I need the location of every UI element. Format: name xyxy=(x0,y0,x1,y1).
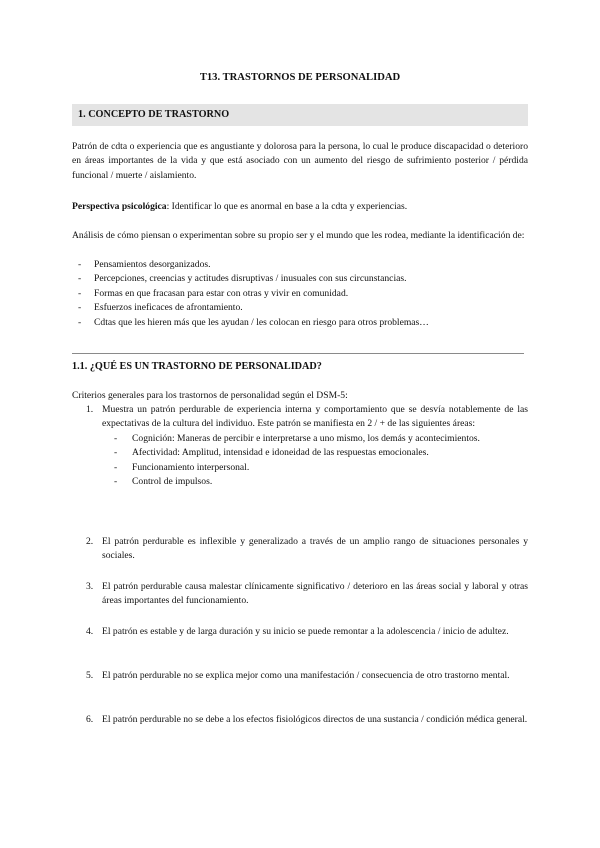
list-item: - Cognición: Maneras de percibir e interpretarse a uno mismo, los demás y acontecimientos. xyxy=(102,432,528,446)
perspective-paragraph xyxy=(72,200,528,214)
perspective-text: : Identificar lo que es anormal en base a la cdta y experiencias. xyxy=(166,201,408,212)
list-item: - Percepciones, creencias y actitudes disruptivas / inusuales con sus circunstancias. xyxy=(72,272,528,286)
criterion-item-1 xyxy=(72,403,528,489)
criterion-text: El patrón perdurable no se explica mejor como una manifestación / consecuencia de otro trastorno mental. xyxy=(102,670,510,681)
section-divider xyxy=(72,353,524,354)
criterion-text: El patrón perdurable no se debe a los efectos fisiológicos directos de una sustancia / condición médica general. xyxy=(102,714,528,725)
criterion-item-3 xyxy=(72,580,528,609)
analysis-list xyxy=(72,258,528,330)
criterion-sub-list xyxy=(102,432,528,490)
criterion-text: Muestra un patrón perdurable de experiencia interna y comportamiento que se desvía notablemente de las expectativas de la cultura del individuo. Este patrón se manifiesta en 2 / + de las siguientes áreas: xyxy=(102,404,528,430)
criterion-text: El patrón perdurable causa malestar clínicamente significativo / deterioro en las áreas social y laboral y otras áreas importantes del funcionamiento. xyxy=(102,581,528,607)
list-item: - Esfuerzos ineficaces de afrontamiento. xyxy=(72,301,528,315)
criteria-intro: Criterios generales para los trastornos de personalidad según el DSM-5: xyxy=(72,390,348,401)
list-item: - Control de impulsos. xyxy=(102,475,528,489)
criterion-number: 2. xyxy=(86,536,94,547)
section-heading-bar xyxy=(72,104,528,126)
criterion-number: 5. xyxy=(86,670,94,681)
subsection-heading: 1.1. ¿QUÉ ES UN TRASTORNO DE PERSONALIDAD? xyxy=(72,361,322,372)
list-item: - Cdtas que les hieren más que les ayudan / les colocan en riesgo para otros problemas… xyxy=(72,316,528,330)
criterion-number: 6. xyxy=(86,714,94,725)
perspective-label: Perspectiva psicológica xyxy=(72,201,167,212)
list-item: - Pensamientos desorganizados. xyxy=(72,258,528,272)
list-item: - Afectividad: Amplitud, intensidad e idoneidad de las respuestas emocionales. xyxy=(102,446,528,460)
list-item: - Funcionamiento interpersonal. xyxy=(102,461,528,475)
criterion-item-6 xyxy=(72,713,528,727)
criterion-item-5 xyxy=(72,669,528,683)
criterion-item-4 xyxy=(72,625,528,639)
criterion-text: El patrón es estable y de larga duración y su inicio se puede remontar a la adolescencia / inicio de adultez. xyxy=(102,626,509,637)
criterion-number: 1. xyxy=(86,404,94,415)
criterion-number: 4. xyxy=(86,626,94,637)
criterion-text: El patrón perdurable es inflexible y generalizado a través de un amplio rango de situaciones personales y sociales. xyxy=(102,536,528,562)
list-item: - Formas en que fracasan para estar con otras y vivir en comunidad. xyxy=(72,287,528,301)
definition-paragraph: Patrón de cdta o experiencia que es angustiante y dolorosa para la persona, lo cual le produce discapacidad o deterioro en áreas importantes de la vida y que está asociado con un aumento del riesgo de sufrimiento posterior / pérdida funcional / muerte / aislamiento. xyxy=(72,141,528,181)
criterion-number: 3. xyxy=(86,581,94,592)
document-title: T13. TRASTORNOS DE PERSONALIDAD xyxy=(199,72,401,83)
analysis-intro: Análisis de cómo piensan o experimentan sobre su propio ser y el mundo que les rodea, mediante la identificación de: xyxy=(72,230,525,241)
criterion-item-2 xyxy=(72,535,528,564)
section-heading: 1. CONCEPTO DE TRASTORNO xyxy=(78,109,230,120)
